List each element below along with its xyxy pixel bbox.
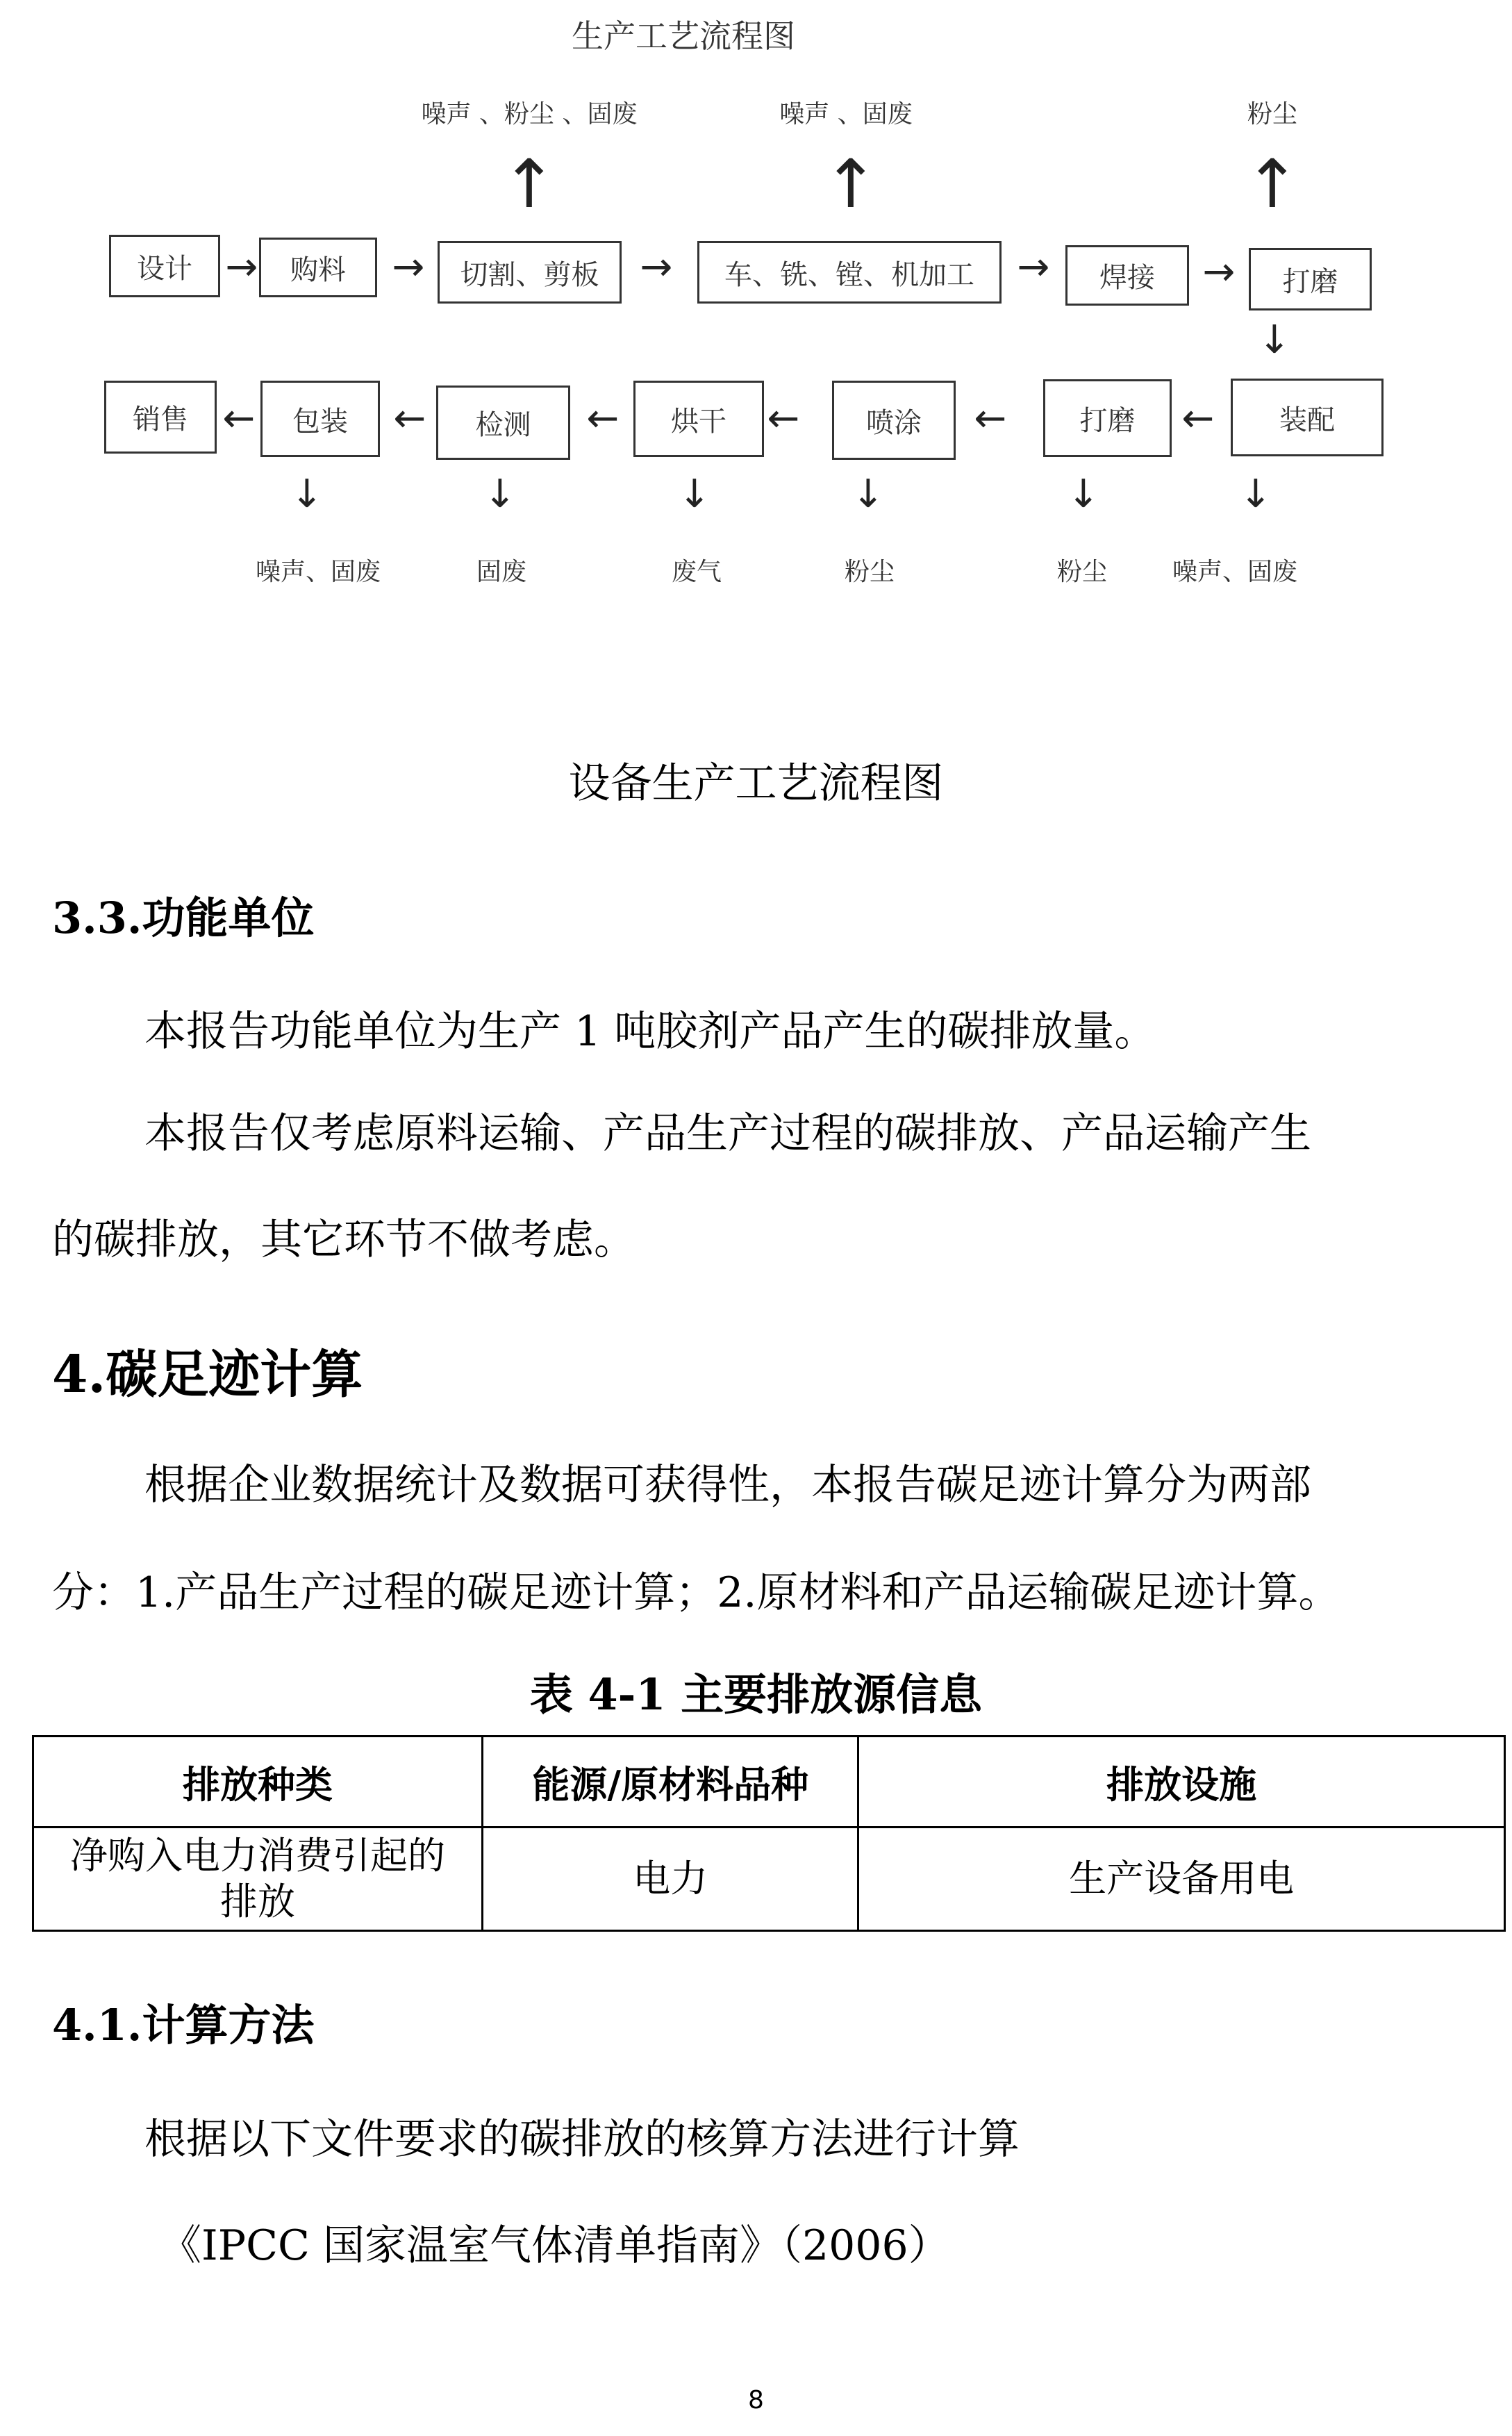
process-box-grinding-2: 打磨: [1043, 379, 1172, 457]
table-header-cell: 能源/原材料品种: [483, 1737, 858, 1828]
process-box-inspection: 检测: [436, 386, 570, 460]
output-label: 噪声 、粉尘 、固废: [421, 100, 638, 129]
arrow-up-icon: ↑: [501, 145, 558, 223]
arrow-left-icon: ←: [222, 396, 256, 441]
table-cell-emission-type: [33, 1828, 483, 1931]
output-label: 噪声、固废: [255, 558, 381, 586]
process-box-purchase: 购料: [259, 238, 377, 297]
output-label: 固废: [476, 558, 527, 586]
arrow-down-icon: ↓: [1239, 472, 1272, 517]
table-caption: 表 4-1 主要排放源信息: [529, 1669, 983, 1720]
arrow-down-icon: ↓: [678, 472, 711, 517]
paragraph: 本报告仅考虑原料运输、产品生产过程的碳排放、产品运输产生: [144, 1109, 1311, 1158]
process-box-design: 设计: [109, 235, 220, 297]
process-box-packaging: 包装: [260, 381, 380, 457]
arrow-left-icon: ←: [586, 396, 620, 441]
table-row: [33, 1828, 1505, 1931]
arrow-left-icon: ←: [974, 396, 1007, 441]
process-box-assembly: 装配: [1231, 379, 1384, 456]
table-header-cell: 排放种类: [33, 1737, 483, 1828]
process-box-painting: 喷涂: [832, 381, 956, 460]
output-label: 粉尘: [1247, 100, 1298, 129]
paragraph: 的碳排放，其它环节不做考虑。: [52, 1216, 635, 1264]
cell-text-line: 净购入电力消费引起的: [70, 1834, 446, 1878]
figure-caption: 设备生产工艺流程图: [568, 759, 944, 808]
output-label: 废气: [671, 558, 722, 586]
arrow-down-icon: ↓: [483, 472, 517, 517]
paragraph: 本报告功能单位为生产 1 吨胶剂产品产生的碳排放量。: [144, 1007, 1156, 1056]
process-box-cutting: 切割、剪板: [438, 241, 622, 304]
arrow-left-icon: ←: [393, 396, 426, 441]
process-box-drying: 烘干: [633, 381, 764, 457]
output-label: 噪声、固废: [1172, 558, 1298, 586]
output-label: 粉尘: [844, 558, 895, 586]
arrow-right-icon: →: [392, 245, 425, 290]
arrow-right-icon: →: [1017, 245, 1050, 290]
paragraph: 根据企业数据统计及数据可获得性，本报告碳足迹计算分为两部: [144, 1461, 1311, 1509]
paragraph: 《IPCC 国家温室气体清单指南》（2006）: [160, 2221, 950, 2270]
arrow-down-icon: ↓: [1258, 317, 1291, 363]
arrow-up-icon: ↑: [1244, 145, 1301, 223]
paragraph: 根据以下文件要求的碳排放的核算方法进行计算: [144, 2115, 1020, 2164]
arrow-left-icon: ←: [767, 396, 800, 441]
emission-source-table: [32, 1735, 1506, 1932]
arrow-left-icon: ←: [1181, 396, 1215, 441]
section-heading-3-3: 3.3.功能单位: [52, 893, 315, 943]
paragraph: 分：1.产品生产过程的碳足迹计算；2.原材料和产品运输碳足迹计算。: [52, 1568, 1340, 1617]
flowchart-title: 生产工艺流程图: [572, 17, 795, 55]
arrow-down-icon: ↓: [1067, 472, 1100, 517]
table-cell-energy: 电力: [483, 1828, 858, 1931]
section-heading-4-1: 4.1.计算方法: [52, 2000, 315, 2050]
arrow-up-icon: ↑: [822, 145, 879, 223]
table-cell-facility: 生产设备用电: [858, 1828, 1505, 1931]
page-number: 8: [748, 2386, 764, 2414]
arrow-down-icon: ↓: [290, 472, 324, 517]
cell-text-line: 排放: [220, 1880, 296, 1923]
process-box-welding: 焊接: [1065, 245, 1189, 306]
output-label: 噪声 、固废: [779, 100, 913, 129]
process-box-sales: 销售: [104, 381, 217, 454]
section-heading-4: 4.碳足迹计算: [52, 1345, 363, 1405]
process-box-grinding: 打磨: [1249, 248, 1372, 310]
table-header-cell: 排放设施: [858, 1737, 1505, 1828]
arrow-right-icon: →: [1202, 249, 1236, 295]
arrow-right-icon: →: [640, 245, 673, 290]
arrow-down-icon: ↓: [851, 472, 885, 517]
output-label: 粉尘: [1056, 558, 1108, 586]
arrow-right-icon: →: [225, 245, 258, 290]
process-box-machining: 车、铣、镗、机加工: [697, 241, 1002, 304]
table-header-row: [33, 1737, 1505, 1828]
